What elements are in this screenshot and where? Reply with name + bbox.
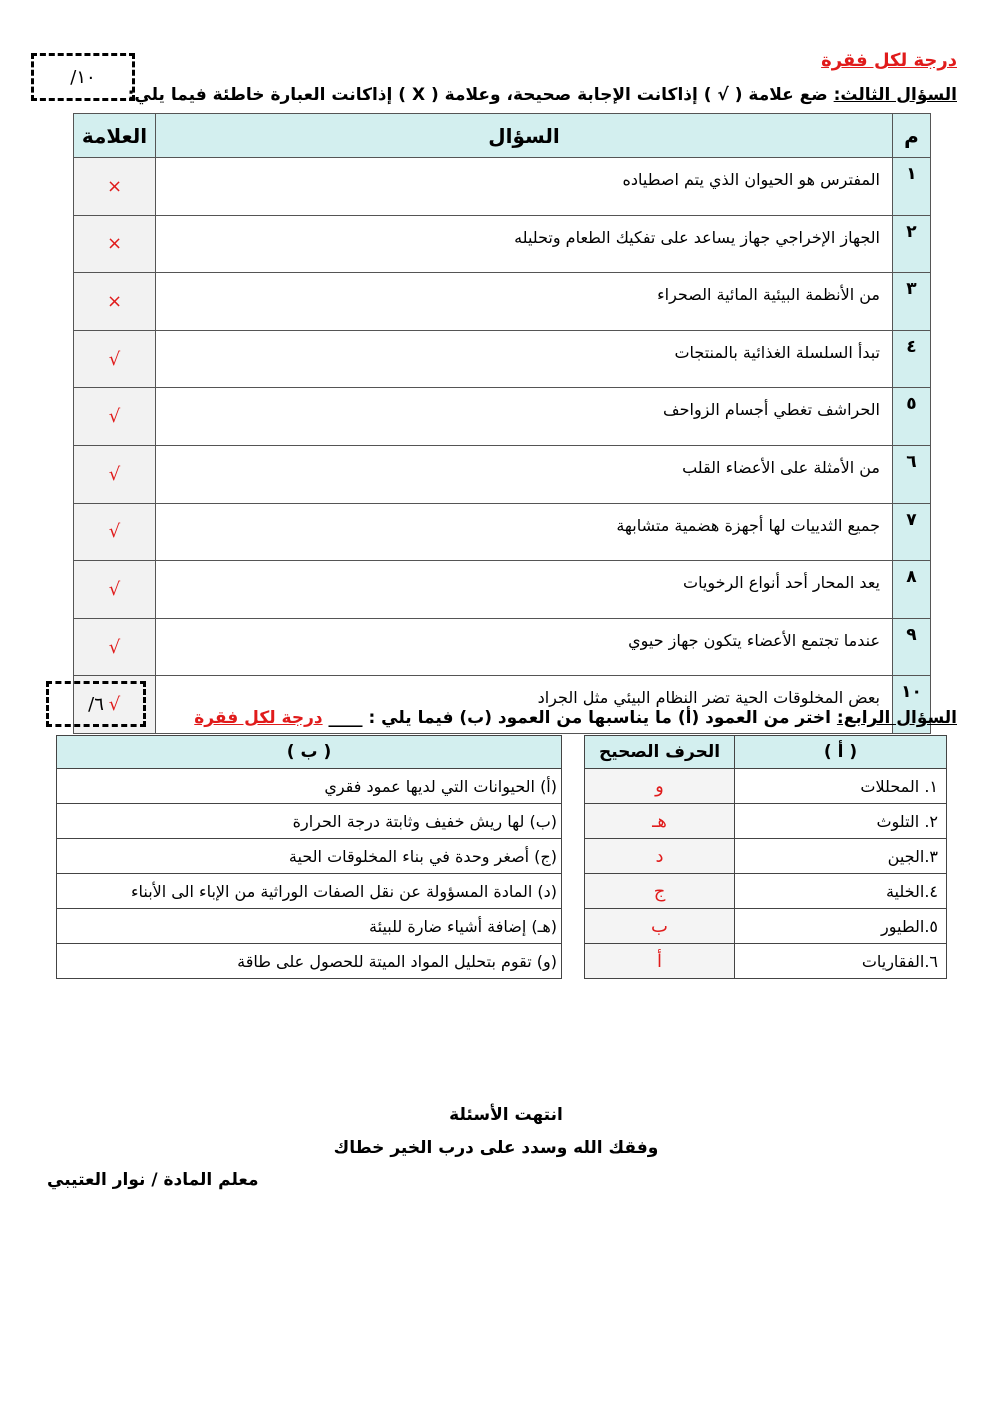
- true-false-table: [73, 113, 931, 734]
- answer-letter: ب: [585, 909, 735, 944]
- row-number: ١٠: [893, 676, 931, 734]
- table-row: [585, 874, 947, 909]
- row-number: ٦: [893, 445, 931, 503]
- q4-score-box: [46, 681, 146, 727]
- row-number: ٥: [893, 388, 931, 446]
- row-number: ٤: [893, 330, 931, 388]
- closing-wish: وفقك الله وسدد على درب الخير خطاك: [333, 1138, 659, 1158]
- column-a-item: ٥.الطيور: [735, 909, 947, 944]
- table-row: [57, 839, 562, 874]
- column-a-item: ٤.الخلية: [735, 874, 947, 909]
- header-num: م: [893, 114, 931, 158]
- table-row: [57, 769, 562, 804]
- table-row: [74, 445, 931, 503]
- q4-title-text: اختر من العمود (أ) ما يناسبها من العمود (ب) فيما يلي :: [362, 708, 837, 728]
- table-row: [57, 874, 562, 909]
- row-number: ٧: [893, 503, 931, 561]
- row-question: عندما تجتمع الأعضاء يتكون جهاز حيوي: [156, 618, 893, 676]
- q4-title-blank: ____: [328, 708, 363, 728]
- row-mark: √: [74, 676, 156, 734]
- table-row: [585, 839, 947, 874]
- row-mark: √: [74, 388, 156, 446]
- table-row: [74, 618, 931, 676]
- row-question: المفترس هو الحيوان الذي يتم اصطياده: [156, 158, 893, 216]
- table-row: [74, 273, 931, 331]
- q3-score-box: [31, 53, 135, 101]
- table-row: [585, 769, 947, 804]
- closing-end: انتهت الأسئلة: [449, 1105, 563, 1125]
- table-row: [74, 503, 931, 561]
- row-mark: ×: [74, 273, 156, 331]
- row-question: من الأمثلة على الأعضاء القلب: [156, 445, 893, 503]
- column-b-item: (و) تقوم بتحليل المواد الميتة للحصول على طاقة: [57, 944, 562, 979]
- q4-score: /٦: [88, 693, 104, 715]
- answer-letter: ج: [585, 874, 735, 909]
- matching-table-a: [584, 735, 947, 979]
- answer-letter: هـ: [585, 804, 735, 839]
- header-column-b: ( ب ): [57, 736, 562, 769]
- table-row: [585, 944, 947, 979]
- column-b-item: (د) المادة المسؤولة عن نقل الصفات الوراثية من الإباء الى الأبناء: [57, 874, 562, 909]
- table-header-row: [74, 114, 931, 158]
- q3-score: /١٠: [70, 66, 96, 88]
- row-question: تبدأ السلسلة الغذائية بالمنتجات: [156, 330, 893, 388]
- matching-table-b: [56, 735, 562, 979]
- teacher-signature: معلم المادة / نوار العتيبي: [47, 1170, 259, 1190]
- column-a-item: ٦.الفقاريات: [735, 944, 947, 979]
- column-b-item: (ب) لها ريش خفيف وثابتة درجة الحرارة: [57, 804, 562, 839]
- table-row: [74, 330, 931, 388]
- column-b-item: (أ) الحيوانات التي لديها عمود فقري: [57, 769, 562, 804]
- table-row: [57, 804, 562, 839]
- row-mark: √: [74, 445, 156, 503]
- table-row: [74, 215, 931, 273]
- q3-title-text: ضع علامة ( √ ) إذاكانت الإجابة صحيحة، وعلامة ( X ) إذاكانت العبارة خاطئة فيما يلي:: [127, 85, 834, 105]
- header-question: السؤال: [156, 114, 893, 158]
- q4-title: [194, 708, 957, 728]
- q4-title-label: السؤال الرابع:: [836, 708, 957, 728]
- q3-points-note: درجة لكل فقرة: [821, 50, 957, 71]
- row-number: ٩: [893, 618, 931, 676]
- row-mark: √: [74, 330, 156, 388]
- row-mark: ×: [74, 158, 156, 216]
- table-header-row: [585, 736, 947, 769]
- row-mark: √: [74, 503, 156, 561]
- row-question: من الأنظمة البيئية المائية الصحراء: [156, 273, 893, 331]
- row-question: بعض المخلوقات الحية تضر النظام البيئي مثل الجراد: [156, 676, 893, 734]
- column-b-item: (ج) أصغر وحدة في بناء المخلوقات الحية: [57, 839, 562, 874]
- q4-points-note: درجة لكل فقرة: [194, 708, 323, 728]
- column-a-item: ١. المحللات: [735, 769, 947, 804]
- column-b-item: (هـ) إضافة أشياء ضارة للبيئة: [57, 909, 562, 944]
- table-row: [585, 804, 947, 839]
- answer-letter: أ: [585, 944, 735, 979]
- table-header-row: [57, 736, 562, 769]
- row-question: الحراشف تغطي أجسام الزواحف: [156, 388, 893, 446]
- row-mark: √: [74, 561, 156, 619]
- header-column-a: ( أ ): [735, 736, 947, 769]
- answer-letter: و: [585, 769, 735, 804]
- row-mark: ×: [74, 215, 156, 273]
- table-row: [74, 388, 931, 446]
- row-question: يعد المحار أحد أنواع الرخويات: [156, 561, 893, 619]
- table-row: [57, 909, 562, 944]
- answer-letter: د: [585, 839, 735, 874]
- header-answer: الحرف الصحيح: [585, 736, 735, 769]
- header-mark: العلامة: [74, 114, 156, 158]
- table-row: [74, 158, 931, 216]
- column-a-item: ٢. التلوث: [735, 804, 947, 839]
- row-number: ١: [893, 158, 931, 216]
- q3-title: [128, 85, 957, 105]
- table-row: [74, 561, 931, 619]
- row-question: جميع الثدييات لها أجهزة هضمية متشابهة: [156, 503, 893, 561]
- row-mark: √: [74, 618, 156, 676]
- q3-title-label: السؤال الثالث:: [833, 85, 957, 105]
- row-question: الجهاز الإخراجي جهاز يساعد على تفكيك الطعام وتحليله: [156, 215, 893, 273]
- row-number: ٢: [893, 215, 931, 273]
- row-number: ٨: [893, 561, 931, 619]
- row-number: ٣: [893, 273, 931, 331]
- table-row: [585, 909, 947, 944]
- table-row: [57, 944, 562, 979]
- column-a-item: ٣.الجين: [735, 839, 947, 874]
